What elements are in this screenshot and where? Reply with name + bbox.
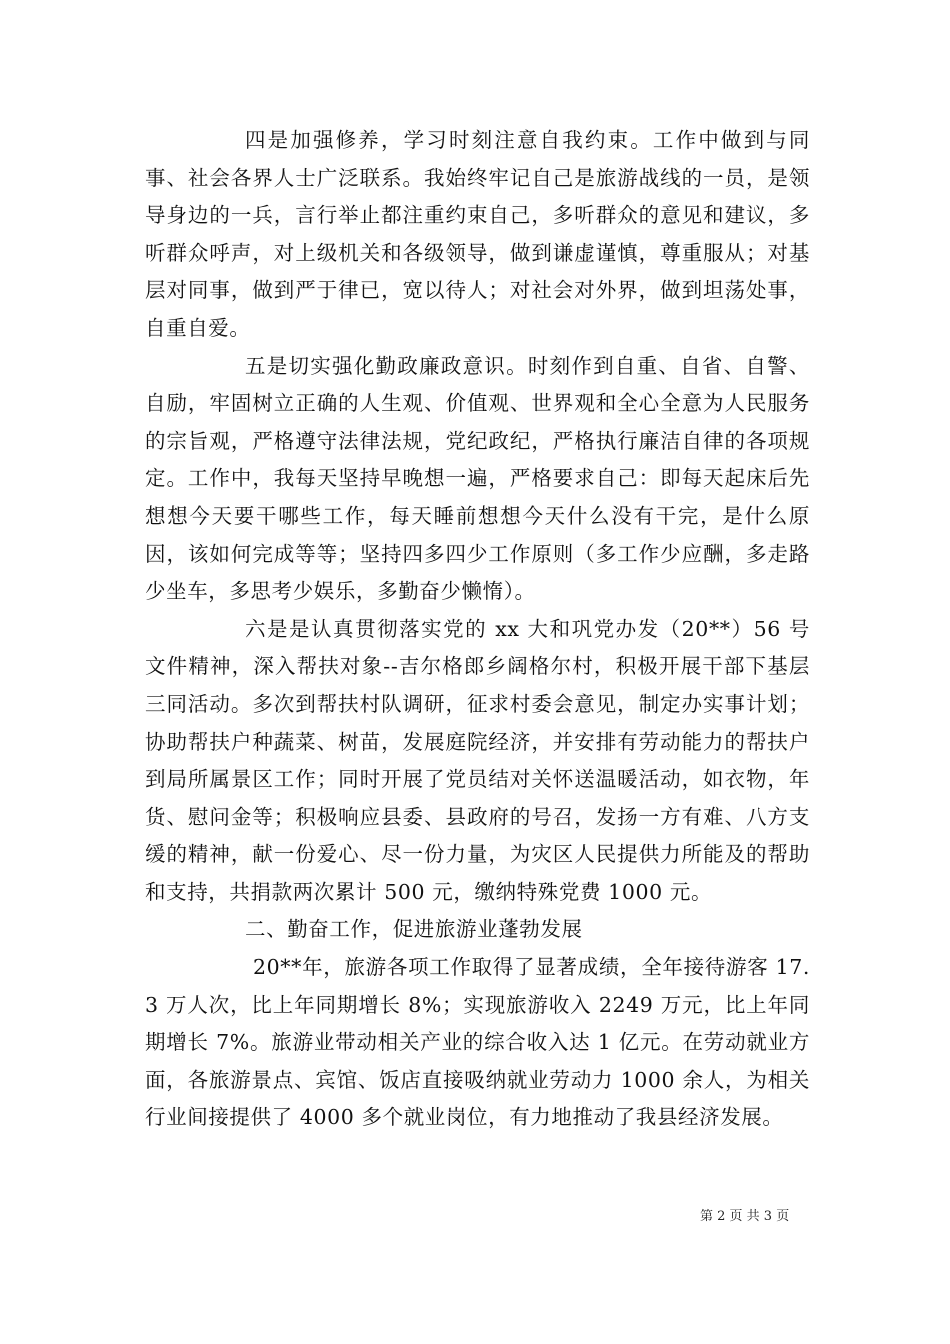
- paragraph-assistance-activities: 六是是认真贯彻落实党的 xx 大和巩党办发（20**）56 号文件精神，深入帮扶对象--吉尔格郎乡阔格尔村，积极开展干部下基层三同活动。多次到帮扶村队调研，征求村委会意见，制定办实事计划；协助帮扶户种蔬菜、树苗，发展庭院经济，并安排有劳动能力的帮扶户到局所属景区工作；同时开展了党员结对关怀送温暖活动，如衣物，年货、慰问金等；积极响应县委、县政府的号召，发扬一方有难、八方支缓的精神，献一份爱心、尽一份力量，为灾区人民提供力所能及的帮助和支持，共捐款两次累计 500 元，缴纳特殊党费 1000 元。: [145, 616, 810, 904]
- paragraph-strengthen-cultivation: 四是加强修养，学习时刻注意自我约束。工作中做到与同事、社会各界人士广泛联系。我始终牢记自己是旅游战线的一员，是领导身边的一兵，言行举止都注重约束自己，多听群众的意见和建议，多听群众呼声，对上级机关和各级领导，做到谦虚谨慎，尊重服从；对基层对同事，做到严于律已，宽以待人；对社会对外界，做到坦荡处事，自重自爱。: [145, 128, 810, 340]
- document-body: [145, 122, 810, 1137]
- paragraph-integrity-awareness: 五是切实强化勤政廉政意识。时刻作到自重、自省、自警、自励，牢固树立正确的人生观、价值观、世界观和全心全意为人民服务的宗旨观，严格遵守法律法规，党纪政纪，严格执行廉洁自律的各项规定。工作中，我每天坚持早晚想一遍，严格要求自己：即每天起床后先想想今天要干哪些工作，每天睡前想想今天什么没有干完，是什么原因，该如何完成等等；坚持四多四少工作原则（多工作少应酬，多走路少坐车，多思考少娱乐，多勤奋少懒惰）。: [145, 353, 810, 604]
- page-number-footer: 第 2 页 共 3 页: [700, 1209, 790, 1224]
- paragraph-tourism-results: 20**年，旅游各项工作取得了显著成绩，全年接待游客 17.3 万人次，比上年同期增长 8%；实现旅游收入 2249 万元，比上年同期增长 7%。旅游业带动相关产业的综合收入达 1 亿元。在劳动就业方面，各旅游景点、宾馆、饭店直接吸纳就业劳动力 1000 余人，为相关行业间接提供了 4000 多个就业岗位，有力地推动了我县经济发展。: [145, 955, 810, 1130]
- section-heading-tourism-development: 二、勤奋工作，促进旅游业蓬勃发展: [245, 917, 583, 942]
